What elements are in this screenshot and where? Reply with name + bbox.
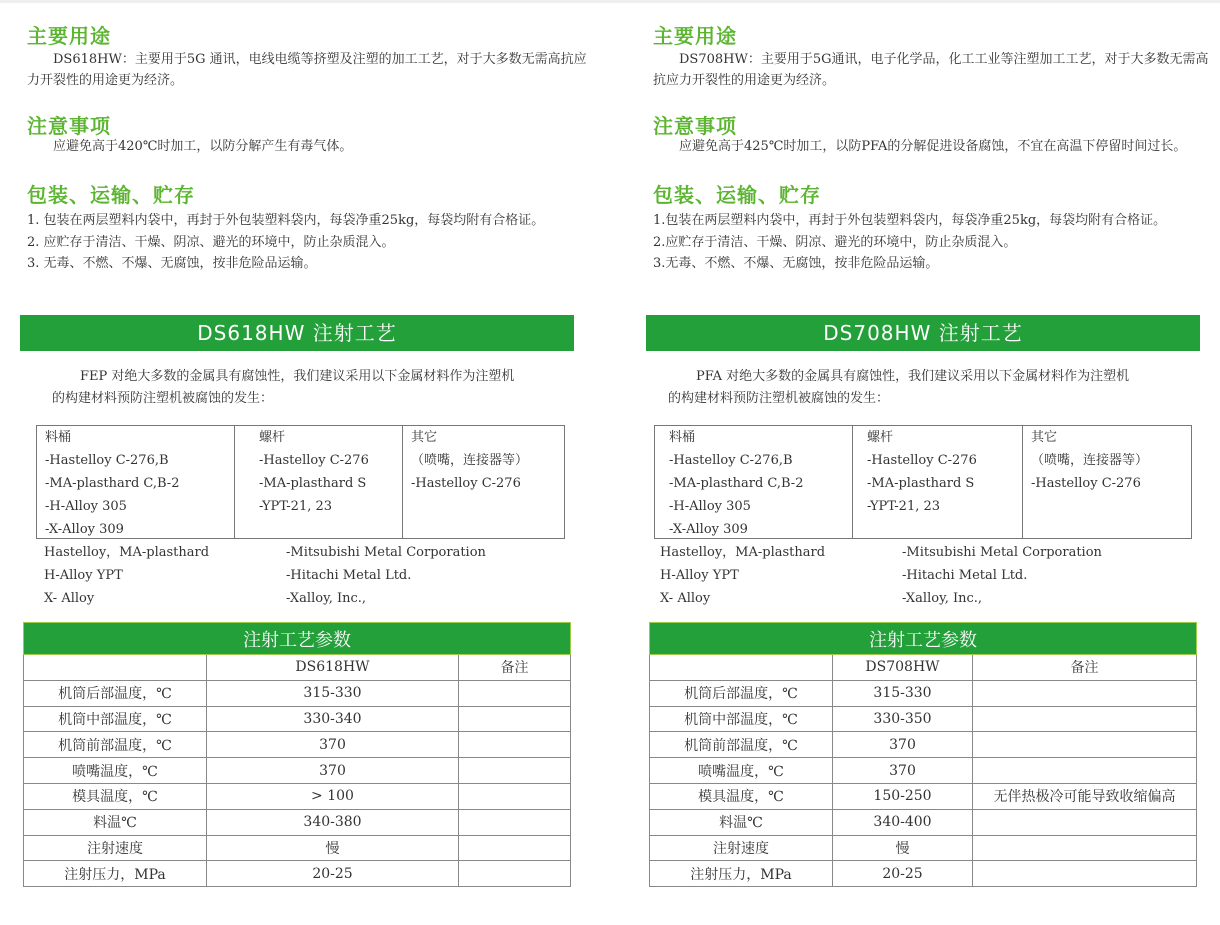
material-item: -X-Alloy 309 <box>669 522 748 537</box>
param-note <box>459 809 571 835</box>
injection-process-banner: DS708HW 注射工艺 <box>646 315 1200 351</box>
table-title-row <box>24 623 571 655</box>
brand-name: Hastelloy，MA-plasthard <box>44 545 210 560</box>
param-note <box>973 680 1197 706</box>
table-title-row <box>650 623 1197 655</box>
param-name: 喷嘴温度，℃ <box>24 758 207 784</box>
intro-line: 的构建材料预防注塑机被腐蚀的发生： <box>668 391 890 406</box>
heading-main-use: 主要用途 <box>653 24 737 48</box>
param-value: 370 <box>207 758 459 784</box>
param-note <box>973 758 1197 784</box>
material-item: -Hastelloy C-276,B <box>45 453 169 468</box>
param-name: 料温℃ <box>650 809 833 835</box>
ds618hw-column <box>20 0 600 925</box>
manufacturer-list <box>660 541 1190 610</box>
table-row <box>650 732 1197 758</box>
heading-notice: 注意事项 <box>653 114 737 138</box>
param-note <box>459 758 571 784</box>
param-note <box>459 783 571 809</box>
param-value: 340-380 <box>207 809 459 835</box>
param-value: 慢 <box>833 835 973 861</box>
param-note <box>459 732 571 758</box>
table-row <box>650 783 1197 809</box>
table-row <box>24 732 571 758</box>
manufacturer-list <box>44 541 574 610</box>
param-name: 料温℃ <box>24 809 207 835</box>
notice-text: 应避免高于420℃时加工，以防分解产生有毒气体。 <box>53 139 353 154</box>
table-row <box>650 706 1197 732</box>
heading-packaging: 包装、运输、贮存 <box>653 183 821 207</box>
table-row <box>24 783 571 809</box>
param-name: 模具温度，℃ <box>24 783 207 809</box>
brand-name: X- Alloy <box>660 591 711 606</box>
table-row <box>24 758 571 784</box>
table-row <box>24 809 571 835</box>
material-item: -Hastelloy C-276 <box>411 476 521 491</box>
param-name: 注射速度 <box>650 835 833 861</box>
param-name: 机筒中部温度，℃ <box>24 706 207 732</box>
param-note <box>973 861 1197 887</box>
packaging-item: 2.应贮存于清洁、干燥、阴凉、避光的环境中，防止杂质混入。 <box>653 234 1017 250</box>
param-name: 注射速度 <box>24 835 207 861</box>
maker-name: -Mitsubishi Metal Corporation <box>286 545 486 560</box>
table-row <box>650 680 1197 706</box>
table-row <box>24 861 571 887</box>
param-value: 370 <box>207 732 459 758</box>
packaging-list <box>653 210 1213 275</box>
maker-name: -Mitsubishi Metal Corporation <box>902 545 1102 560</box>
maker-name: -Xalloy, Inc., <box>902 591 983 606</box>
barrel-materials <box>655 426 853 538</box>
ds708hw-column <box>646 0 1220 925</box>
param-note <box>459 835 571 861</box>
param-name: 机筒前部温度，℃ <box>650 732 833 758</box>
param-name: 注射压力，MPa <box>24 861 207 887</box>
materials-table <box>654 425 1192 539</box>
manufacturer-row <box>660 564 1190 587</box>
packaging-list <box>27 210 587 275</box>
manufacturer-row <box>44 564 574 587</box>
table-header-row <box>650 655 1197 681</box>
packaging-item: 1. 包装在两层塑料内袋中，再封于外包装塑料袋内，每袋净重25kg，每袋均附有合格证。 <box>27 213 545 228</box>
packaging-item: 3. 无毒、不燃、不爆、无腐蚀，按非危险品运输。 <box>27 256 317 271</box>
param-note <box>973 706 1197 732</box>
materials-header-screw: 螺杆 <box>867 430 894 445</box>
heading-notice: 注意事项 <box>27 114 111 138</box>
corrosion-intro <box>668 366 1188 410</box>
param-note <box>973 835 1197 861</box>
packaging-item: 1.包装在两层塑料内袋中，再封于外包装塑料袋内，每袋净重25kg，每袋均附有合格证。 <box>653 213 1167 228</box>
table-row <box>650 861 1197 887</box>
material-item: -Hastelloy C-276 <box>259 453 369 468</box>
maker-name: -Hitachi Metal Ltd. <box>902 568 1028 583</box>
param-value: 370 <box>833 732 973 758</box>
materials-table <box>36 425 565 539</box>
table-row <box>24 680 571 706</box>
maker-name: -Hitachi Metal Ltd. <box>286 568 412 583</box>
intro-line: 的构建材料预防注塑机被腐蚀的发生： <box>52 391 274 406</box>
screw-materials <box>235 426 403 538</box>
intro-line: PFA 对绝大多数的金属具有腐蚀性，我们建议采用以下金属材料作为注塑机 <box>696 369 1130 384</box>
main-use-text: DS708HW：主要用于5G通讯，电子化学品，化工工业等注塑加工工艺，对于大多数无需高抗应力开裂性的用途更为经济。 <box>653 52 1209 88</box>
param-value: 370 <box>833 758 973 784</box>
table-title: 注射工艺参数 <box>24 623 571 655</box>
material-item: -X-Alloy 309 <box>45 522 124 537</box>
header-cell: DS708HW <box>833 655 973 681</box>
param-note <box>973 809 1197 835</box>
param-value: 20-25 <box>833 861 973 887</box>
material-item: -MA-plasthard S <box>259 476 367 491</box>
material-item: -MA-plasthard S <box>867 476 975 491</box>
table-row <box>650 835 1197 861</box>
param-value: 340-400 <box>833 809 973 835</box>
brand-name: X- Alloy <box>44 591 95 606</box>
param-value: 慢 <box>207 835 459 861</box>
brand-name: Hastelloy，MA-plasthard <box>660 545 826 560</box>
param-note <box>973 732 1197 758</box>
table-row <box>24 835 571 861</box>
packaging-item: 3.无毒、不燃、不爆、无腐蚀，按非危险品运输。 <box>653 256 939 271</box>
material-item: -MA-plasthard C,B-2 <box>669 476 804 491</box>
param-value: > 100 <box>207 783 459 809</box>
header-cell: 备注 <box>459 655 571 681</box>
header-cell <box>24 655 207 681</box>
header-cell <box>650 655 833 681</box>
table-row <box>650 809 1197 835</box>
param-value: 150-250 <box>833 783 973 809</box>
param-note <box>459 706 571 732</box>
param-note <box>459 861 571 887</box>
material-item: -H-Alloy 305 <box>669 499 751 514</box>
header-cell: 备注 <box>973 655 1197 681</box>
materials-header-other: 其它 <box>411 430 438 445</box>
packaging-item: 2. 应贮存于清洁、干燥、阴凉、避光的环境中，防止杂质混入。 <box>27 234 395 250</box>
heading-packaging: 包装、运输、贮存 <box>27 183 195 207</box>
param-value: 315-330 <box>833 680 973 706</box>
material-item: -YPT-21, 23 <box>259 499 333 514</box>
main-use-text: DS618HW：主要用于5G 通讯，电线电缆等挤塑及注塑的加工工艺，对于大多数无需高抗应力开裂性的用途更为经济。 <box>27 52 587 88</box>
material-item: -Hastelloy C-276,B <box>669 453 793 468</box>
param-name: 机筒后部温度，℃ <box>650 680 833 706</box>
materials-header-other: 其它 <box>1031 430 1058 445</box>
notice-text: 应避免高于425℃时加工，以防PFA的分解促进设备腐蚀，不宜在高温下停留时间过长。 <box>679 139 1187 154</box>
param-note: 无伴热极冷可能导致收缩偏高 <box>973 783 1197 809</box>
material-item: -Hastelloy C-276 <box>1031 476 1141 491</box>
param-name: 机筒中部温度，℃ <box>650 706 833 732</box>
material-item: -H-Alloy 305 <box>45 499 127 514</box>
param-value: 20-25 <box>207 861 459 887</box>
materials-header-barrel: 料桶 <box>669 430 696 445</box>
param-name: 机筒后部温度，℃ <box>24 680 207 706</box>
barrel-materials <box>37 426 235 538</box>
materials-header-screw: 螺杆 <box>259 430 286 445</box>
header-cell: DS618HW <box>207 655 459 681</box>
brand-name: H-Alloy YPT <box>660 568 739 583</box>
manufacturer-row <box>660 587 1190 610</box>
param-name: 模具温度，℃ <box>650 783 833 809</box>
table-row <box>24 706 571 732</box>
other-materials <box>403 426 566 538</box>
heading-main-use: 主要用途 <box>27 24 111 48</box>
param-note <box>459 680 571 706</box>
material-item: -MA-plasthard C,B-2 <box>45 476 180 491</box>
injection-parameters-table <box>649 622 1197 887</box>
injection-parameters-table <box>23 622 571 887</box>
manufacturer-row <box>44 587 574 610</box>
intro-line: FEP 对绝大多数的金属具有腐蚀性，我们建议采用以下金属材料作为注塑机 <box>80 369 515 384</box>
screw-materials <box>853 426 1023 538</box>
table-title: 注射工艺参数 <box>650 623 1197 655</box>
corrosion-intro <box>52 366 572 410</box>
param-name: 机筒前部温度，℃ <box>24 732 207 758</box>
param-name: 喷嘴温度，℃ <box>650 758 833 784</box>
param-value: 315-330 <box>207 680 459 706</box>
param-value: 330-350 <box>833 706 973 732</box>
param-name: 注射压力，MPa <box>650 861 833 887</box>
maker-name: -Xalloy, Inc., <box>286 591 367 606</box>
other-materials <box>1023 426 1193 538</box>
material-item: （喷嘴，连接器等） <box>411 453 529 468</box>
table-header-row <box>24 655 571 681</box>
material-item: -Hastelloy C-276 <box>867 453 977 468</box>
material-item: （喷嘴，连接器等） <box>1031 453 1149 468</box>
manufacturer-row <box>660 541 1190 564</box>
materials-header-barrel: 料桶 <box>45 430 72 445</box>
material-item: -YPT-21, 23 <box>867 499 941 514</box>
injection-process-banner: DS618HW 注射工艺 <box>20 315 574 351</box>
table-row <box>650 758 1197 784</box>
param-value: 330-340 <box>207 706 459 732</box>
manufacturer-row <box>44 541 574 564</box>
brand-name: H-Alloy YPT <box>44 568 123 583</box>
